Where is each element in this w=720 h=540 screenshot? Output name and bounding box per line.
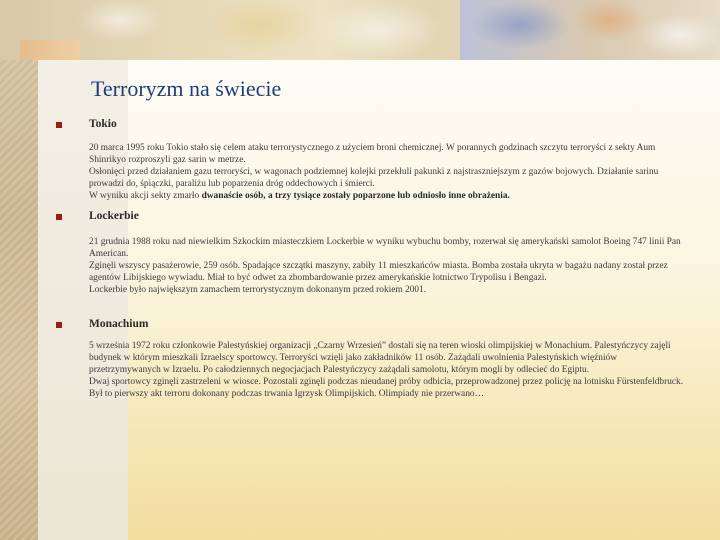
- bullet-marker: [56, 122, 62, 128]
- section-text-lockerbie: [89, 236, 689, 296]
- section-heading-tokio: Tokio: [89, 118, 117, 130]
- paragraph-text: W wyniku akcji sekty zmarło: [89, 191, 202, 201]
- section-heading-lockerbie: Lockerbie: [89, 210, 139, 222]
- paragraph-line: 5 września 1972 roku członkowie Palestyńskiej organizacji „Czarny Wrzesień” dostali się na teren wioski olimpijskiej w Monachium. Palestyńczycy zajęli budynek w którym mieszkali Izraelscy sportowcy. Terroryści wzięli jako zakładników 11 osób. Zażądali uwolnienia Palestyńskich więźniów przetrzymywanych w Izraelu. Po całodziennych negocjacjach Palestyńczycy zażądali samolotu, którym mogli by odlecieć do Egiptu.: [89, 341, 671, 375]
- section-text-tokio: [89, 142, 689, 202]
- section-heading-monachium: Monachium: [89, 318, 149, 330]
- paragraph-line: [89, 190, 689, 202]
- paragraph-line: Dwaj sportowcy zginęli zastrzeleni w wiosce. Pozostali zginęli podczas nieudanej próby odbicia, przeprowadzonej przez policję na lotnisku Fürstenfeldbruck. Był to pierwszy akt terroru dokonany podczas trwania Igrzysk Olimpijskich. Olimpiady nie przerwano…: [89, 377, 684, 399]
- paragraph-bold-text: dwanaście osób, a trzy tysiące zostały poparzone lub odniosło inne obrażenia.: [201, 191, 510, 201]
- bullet-marker: [56, 214, 62, 220]
- paragraph-line: Lockerbie było największym zamachem terrorystycznym dokonanym przed rokiem 2001.: [89, 285, 427, 295]
- bullet-marker: [56, 322, 62, 328]
- paragraph-line: Zginęli wszyscy pasażerowie, 259 osób. Spadające szczątki maszyny, zabiły 11 mieszkańców miasta. Bomba została ukryta w bagażu nadany został przez agentów Libijskiego wywiadu. Miał to być odwet za zbombardowanie przez amerykańskie lotnictwo Trypolisu i Bengazi.: [89, 261, 668, 283]
- paragraph-line: Osłonięci przed działaniem gazu terroryści, w wagonach podziemnej kolejki przekłuli pakunki z najstraszniejszym z gazów bojowych. Działanie sarinu prowadzi do, śpiączki, paraliżu lub poparzenia dróg oddechowych i śmierci.: [89, 167, 659, 189]
- slide-title: Terroryzm na świecie: [91, 76, 282, 101]
- section-text-monachium: [89, 340, 689, 400]
- paragraph-line: 20 marca 1995 roku Tokio stało się celem ataku terrorystycznego z użyciem broni chemicznej. W porannych godzinach szczytu terroryści z sekty Aum Shinrikyo rozproszyli gaz sarin w metrze.: [89, 143, 656, 165]
- paragraph-line: 21 grudnia 1988 roku nad niewielkim Szkockim miasteczkiem Lockerbie w wyniku wybuchu bomby, rozerwał się amerykański samolot Boeing 747 linii Pan American.: [89, 237, 681, 259]
